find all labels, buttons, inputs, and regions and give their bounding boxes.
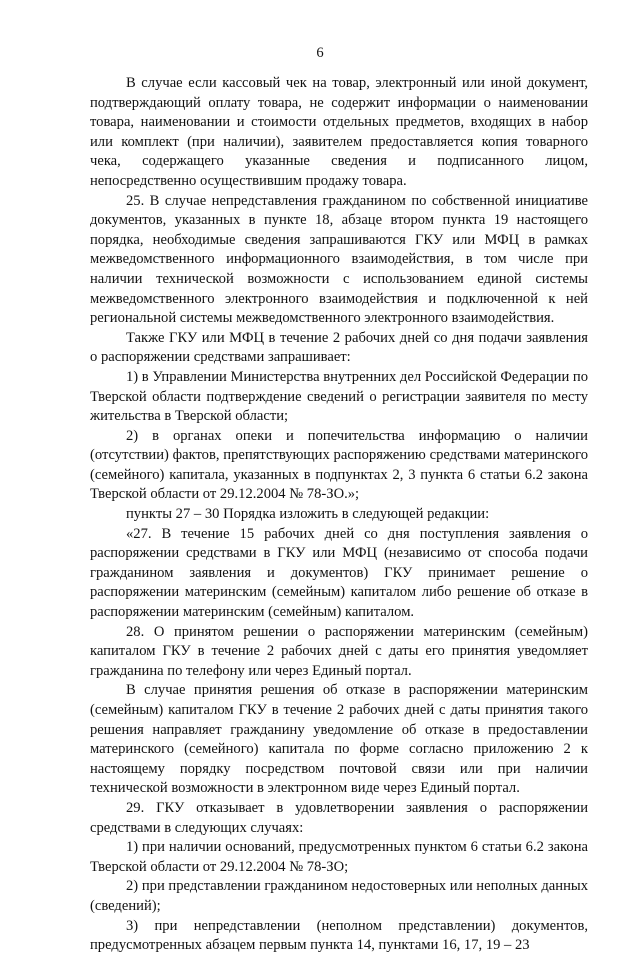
paragraph-item-29: 29. ГКУ отказывает в удовлетворении заявления о распоряжении средствами в следующих случаях: xyxy=(90,799,588,836)
paragraph-subitem-1: 1) в Управлении Министерства внутренних дел Российской Федерации по Тверской области подтверждение сведений о регистрации заявителя по месту жительства в Тверской области; xyxy=(90,368,589,425)
paragraph-amend-27-30: пункты 27 – 30 Порядка изложить в следующей редакции: xyxy=(126,506,490,523)
page-number: 6 xyxy=(316,45,324,61)
paragraph-item-27: «27. В течение 15 рабочих дней со дня поступления заявления о распоряжении средствами в ГКУ или МФЦ (независимо от способа подачи гражданином заявления и документов) ГКУ принимает решение о распоряжении материнским (семейным) капиталом либо решение об отказе в распоряжении материнским (семейным) капиталом. xyxy=(90,525,588,621)
paragraph-refusal-notice: В случае принятия решения об отказе в распоряжении материнским (семейным) капиталом ГКУ в течение 2 рабочих дней с даты принятия такого решения направляет гражданину уведомление об отказе в предоставлении материнского (семейного) капитала по форме согласно приложению 2 к настоящему порядку посредством почтовой связи или при наличии технической возможности в электронном виде через Единый портал. xyxy=(90,682,588,797)
paragraph-subitem-2: 2) в органах опеки и попечительства информацию о наличии (отсутствии) фактов, препятствующих распоряжению средствами материнского (семейного) капитала, указанных в подпунктах 2, 3 пункта 6 статьи 6.2 закона Тверской области от 29.12.2004 № 78-ЗО.»; xyxy=(90,427,588,503)
paragraph-receipt-copy: В случае если кассовый чек на товар, электронный или иной документ, подтверждающий оплату товара, не содержит информации о наименовании товара, наименовании и стоимости отдельных предметов, входящих в набор или комплект (при наличии), заявителем предоставляется копия товарного чека, содержащего указанные сведения и подписанного лицом, непосредственно осуществившим продажу товара. xyxy=(90,75,588,189)
paragraph-also-request: Также ГКУ или МФЦ в течение 2 рабочих дней со дня подачи заявления о распоряжении средствами запрашивает: xyxy=(90,329,588,366)
paragraph-item-29-1: 1) при наличии оснований, предусмотренных пунктом 6 статьи 6.2 закона Тверской области от 29.12.2004 № 78-ЗО; xyxy=(90,839,588,875)
paragraph-item-29-3: 3) при непредставлении (неполном представлении) документов, предусмотренных абзацем первым пункта 14, пунктами 16, 17, 19 – 23 xyxy=(90,917,588,954)
paragraph-item-28: 28. О принятом решении о распоряжении материнским (семейным) капиталом ГКУ в течение 2 рабочих дней с даты его принятия уведомляет гражданина по телефону или через Единый портал. xyxy=(90,623,588,679)
paragraph-item-25: 25. В случае непредставления гражданином по собственной инициативе документов, указанных в пункте 18, абзаце втором пункта 19 настоящего порядка, необходимые сведения запрашиваются ГКУ или МФЦ в рамках межведомственного информационного взаимодействия, в том числе при наличии технической возможности с использованием единой системы межведомственного электронного взаимодействия и подключенной к ней региональной системы межведомственного электронного взаимодействия. xyxy=(90,192,588,327)
document-body xyxy=(90,74,588,956)
paragraph-item-29-2: 2) при представлении гражданином недостоверных или неполных данных (сведений); xyxy=(90,878,588,914)
